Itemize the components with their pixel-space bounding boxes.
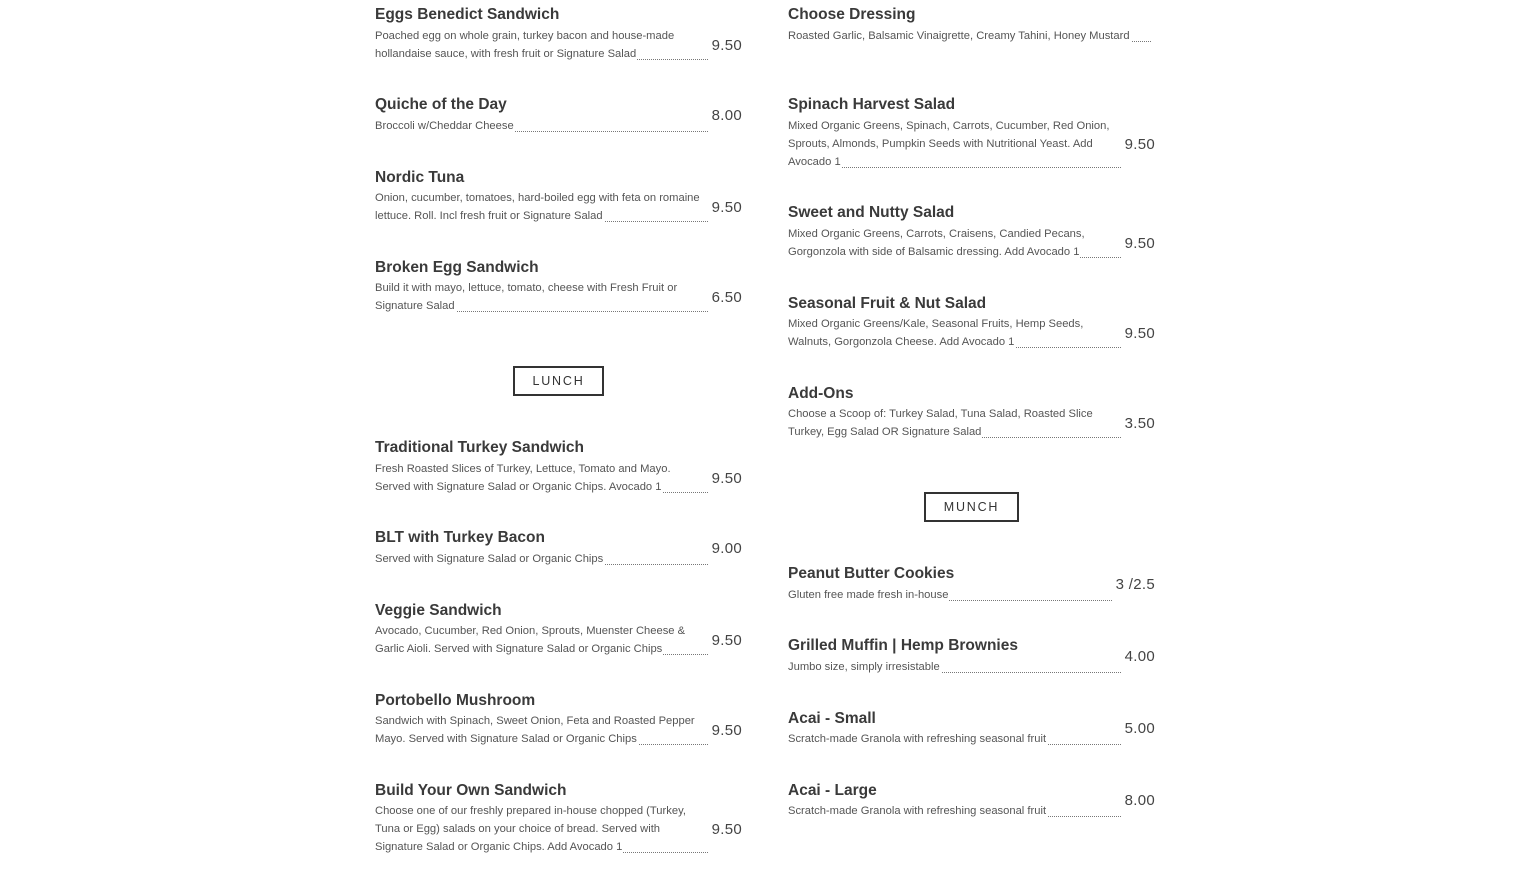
section-munch-button[interactable]: MUNCH	[924, 492, 1019, 522]
menu-item-blt-with-turkey-bacon[interactable]	[375, 529, 742, 569]
menu-item-acai-small[interactable]	[788, 710, 1155, 750]
menu-item-price: 9.50	[711, 631, 742, 649]
menu-item-price: 9.50	[711, 721, 742, 739]
menu-item-name: Build Your Own Sandwich	[375, 782, 567, 799]
menu-item-choose-dressing[interactable]	[788, 6, 1155, 66]
menu-item-description: Gluten free made fresh in-house	[788, 586, 1112, 604]
menu-item-quiche-of-the-day[interactable]	[375, 96, 742, 136]
menu-item-price: 9.50	[711, 36, 742, 54]
menu-item-name: Grilled Muffin | Hemp Brownies	[788, 637, 1018, 654]
menu-item-broken-egg-sandwich[interactable]	[375, 259, 742, 319]
menu-item-description: Broccoli w/Cheddar Cheese	[375, 117, 708, 135]
menu-item-description: Mixed Organic Greens, Spinach, Carrots, Cucumber, Red Onion, Sprouts, Almonds, Pumpkin Seeds with Nutritional Yeast. Add Avocado 1	[788, 117, 1121, 171]
menu-item-price: 3 /2.5	[1115, 575, 1155, 593]
menu-item-description: Sandwich with Spinach, Sweet Onion, Feta and Roasted Pepper Mayo. Served with Signature Salad or Organic Chips	[375, 712, 708, 748]
section-lunch-button[interactable]: LUNCH	[513, 366, 604, 396]
menu-item-description: Choose one of our freshly prepared in-house chopped (Turkey, Tuna or Egg) salads on your choice of bread. Served with Signature Salad or Organic Chips. Add Avocado 1	[375, 802, 708, 856]
menu-item-description: Poached egg on whole grain, turkey bacon and house-made hollandaise sauce, with fresh fruit or Signature Salad	[375, 27, 708, 63]
menu-item-name: Quiche of the Day	[375, 96, 507, 113]
menu-item-acai-large[interactable]	[788, 782, 1155, 822]
menu-item-grilled-muffin-hemp-brownies[interactable]	[788, 637, 1155, 677]
menu-item-description: Scratch-made Granola with refreshing seasonal fruit	[788, 802, 1121, 820]
menu-item-name: Nordic Tuna	[375, 169, 465, 186]
menu-item-description: Mixed Organic Greens/Kale, Seasonal Fruits, Hemp Seeds, Walnuts, Gorgonzola Cheese. Add Avocado 1	[788, 315, 1121, 351]
menu-item-spinach-harvest-salad[interactable]	[788, 96, 1155, 176]
menu-item-description: Roasted Garlic, Balsamic Vinaigrette, Creamy Tahini, Honey Mustard	[788, 27, 1151, 45]
menu-item-price: 8.00	[711, 106, 742, 124]
menu-item-price: 9.50	[1124, 234, 1155, 252]
menu-item-seasonal-fruit-nut-salad[interactable]	[788, 295, 1155, 355]
menu-item-description: Mixed Organic Greens, Carrots, Craisens, Candied Pecans, Gorgonzola with side of Balsamic dressing. Add Avocado 1	[788, 225, 1121, 261]
menu-item-name: Seasonal Fruit & Nut Salad	[788, 295, 987, 312]
menu-item-price: 6.50	[711, 288, 742, 306]
menu-item-add-ons[interactable]	[788, 385, 1155, 445]
menu-item-name: BLT with Turkey Bacon	[375, 529, 545, 546]
menu-item-nordic-tuna[interactable]	[375, 169, 742, 229]
menu-item-name: Veggie Sandwich	[375, 602, 502, 619]
menu-item-price: 9.50	[1124, 135, 1155, 153]
menu-item-description: Served with Signature Salad or Organic Chips	[375, 550, 708, 568]
menu-item-veggie-sandwich[interactable]	[375, 602, 742, 662]
menu-item-price: 5.00	[1124, 719, 1155, 737]
menu-item-description: Fresh Roasted Slices of Turkey, Lettuce, Tomato and Mayo. Served with Signature Salad or Organic Chips. Avocado 1	[375, 460, 708, 496]
menu-item-name: Choose Dressing	[788, 6, 916, 23]
menu-item-name: Sweet and Nutty Salad	[788, 204, 955, 221]
menu-item-description: Avocado, Cucumber, Red Onion, Sprouts, Muenster Cheese & Garlic Aioli. Served with Signature Salad or Organic Chips	[375, 622, 708, 658]
menu-item-name: Peanut Butter Cookies	[788, 565, 955, 582]
menu-item-price: 8.00	[1124, 791, 1155, 809]
menu-item-name: Eggs Benedict Sandwich	[375, 6, 560, 23]
menu-item-description: Onion, cucumber, tomatoes, hard-boiled egg with feta on romaine lettuce. Roll. Incl fresh fruit or Signature Salad	[375, 189, 708, 225]
menu-item-price: 4.00	[1124, 647, 1155, 665]
menu-item-price: 9.50	[711, 469, 742, 487]
menu-item-price: 9.50	[1124, 324, 1155, 342]
menu-item-name: Add-Ons	[788, 385, 854, 402]
menu-item-name: Acai - Large	[788, 782, 877, 799]
menu-item-description: Build it with mayo, lettuce, tomato, cheese with Fresh Fruit or Signature Salad	[375, 279, 708, 315]
menu-item-portobello-mushroom[interactable]	[375, 692, 742, 752]
menu-item-description: Jumbo size, simply irresistable	[788, 658, 1121, 676]
menu-item-name: Broken Egg Sandwich	[375, 259, 539, 276]
menu-item-description: Scratch-made Granola with refreshing seasonal fruit	[788, 730, 1121, 748]
menu-item-name: Spinach Harvest Salad	[788, 96, 956, 113]
menu-item-eggs-benedict-sandwich[interactable]	[375, 6, 742, 66]
menu-item-traditional-turkey-sandwich[interactable]	[375, 439, 742, 499]
menu-item-name: Acai - Small	[788, 710, 876, 727]
menu-item-build-your-own-sandwich[interactable]	[375, 782, 742, 862]
menu-item-name: Traditional Turkey Sandwich	[375, 439, 585, 456]
menu-item-price: 9.50	[711, 198, 742, 216]
menu-item-price: 3.50	[1124, 414, 1155, 432]
menu-item-name: Portobello Mushroom	[375, 692, 536, 709]
menu-item-sweet-and-nutty-salad[interactable]	[788, 204, 1155, 264]
menu-item-description: Choose a Scoop of: Turkey Salad, Tuna Salad, Roasted Slice Turkey, Egg Salad OR Signature Salad	[788, 405, 1121, 441]
menu-item-price: 9.50	[711, 820, 742, 838]
menu-item-price: 9.00	[711, 539, 742, 557]
menu-item-peanut-butter-cookies[interactable]	[788, 565, 1155, 605]
